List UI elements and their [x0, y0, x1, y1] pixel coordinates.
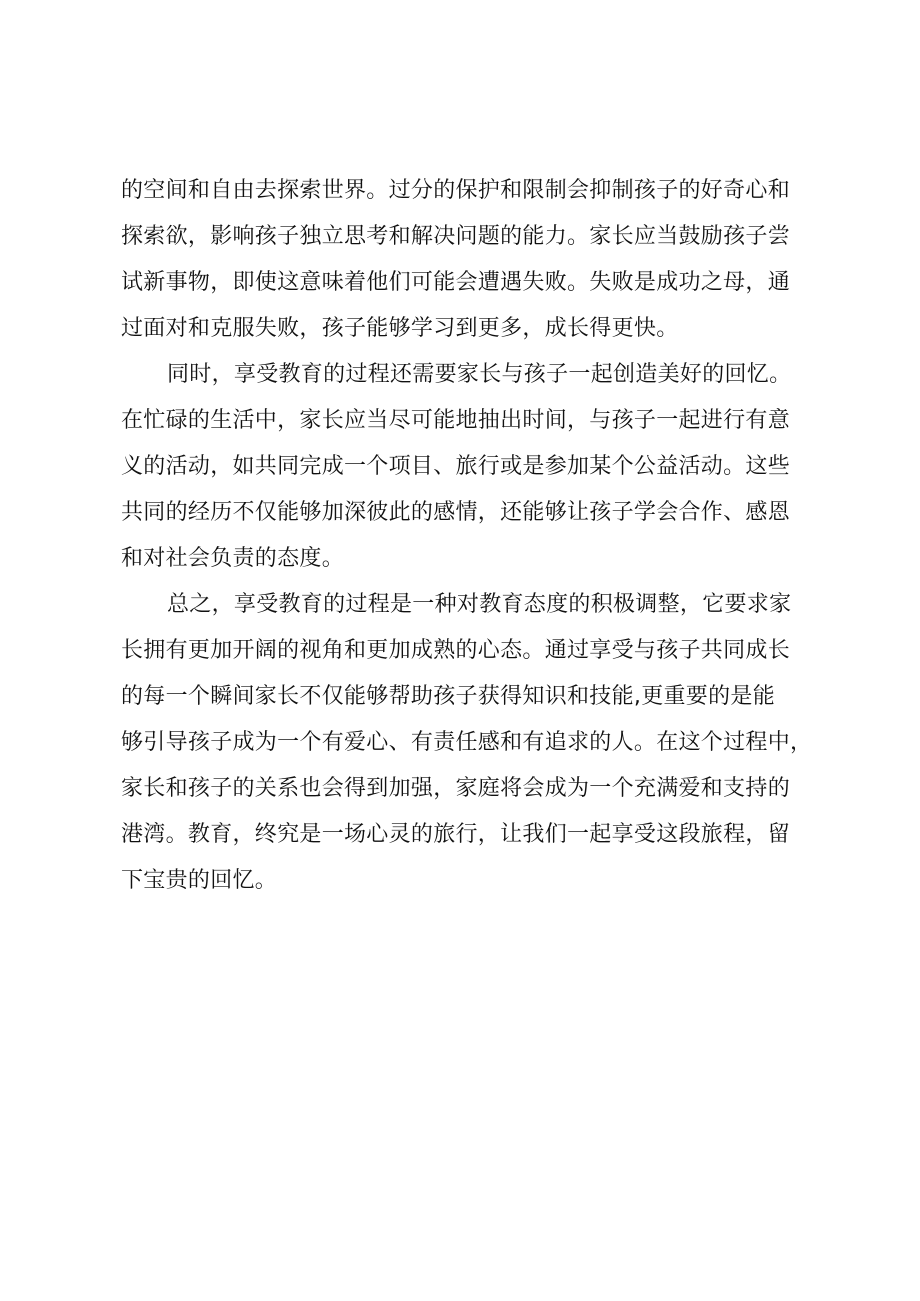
paragraph-3 — [121, 582, 811, 904]
paragraph-line: 同时，享受教育的过程还需要家长与孩子一起创造美好的回忆。 — [167, 362, 792, 387]
paragraph-line: 下宝贵的回忆。 — [121, 868, 278, 893]
paragraph-line: 在忙碌的生活中，家长应当尽可能地抽出时间，与孩子一起进行有意 — [121, 408, 791, 433]
paragraph-line: 总之，享受教育的过程是一种对教育态度的积极调整，它要求家 — [167, 592, 792, 617]
paragraph-line: 和对社会负责的态度。 — [121, 546, 345, 571]
paragraph-line: 的每一个瞬间家长不仅能够帮助孩子获得知识和技能,更重要的是能 — [121, 684, 775, 709]
paragraph-line: 过面对和克服失败，孩子能够学习到更多，成长得更快。 — [121, 316, 679, 341]
paragraph-line: 共同的经历不仅能够加深彼此的感情，还能够让孩子学会合作、感恩 — [121, 500, 791, 525]
paragraph-1 — [121, 168, 811, 352]
paragraph-line: 港湾。教育，终究是一场心灵的旅行，让我们一起享受这段旅程，留 — [121, 822, 791, 847]
paragraph-line: 探索欲，影响孩子独立思考和解决问题的能力。家长应当鼓励孩子尝 — [121, 224, 791, 249]
paragraph-2 — [121, 352, 811, 582]
body-text — [121, 168, 811, 904]
paragraph-line: 够引导孩子成为一个有爱心、有责任感和有追求的人。在这个过程中， — [121, 730, 813, 755]
paragraph-line: 试新事物，即使这意味着他们可能会遭遇失败。失败是成功之母，通 — [121, 270, 791, 295]
paragraph-line: 家长和孩子的关系也会得到加强，家庭将会成为一个充满爱和支持的 — [121, 776, 791, 801]
paragraph-line: 的空间和自由去探索世界。过分的保护和限制会抑制孩子的好奇心和 — [121, 178, 791, 203]
paragraph-line: 义的活动，如共同完成一个项目、旅行或是参加某个公益活动。这些 — [121, 454, 791, 479]
paragraph-line: 长拥有更加开阔的视角和更加成熟的心态。通过享受与孩子共同成长 — [121, 638, 791, 663]
